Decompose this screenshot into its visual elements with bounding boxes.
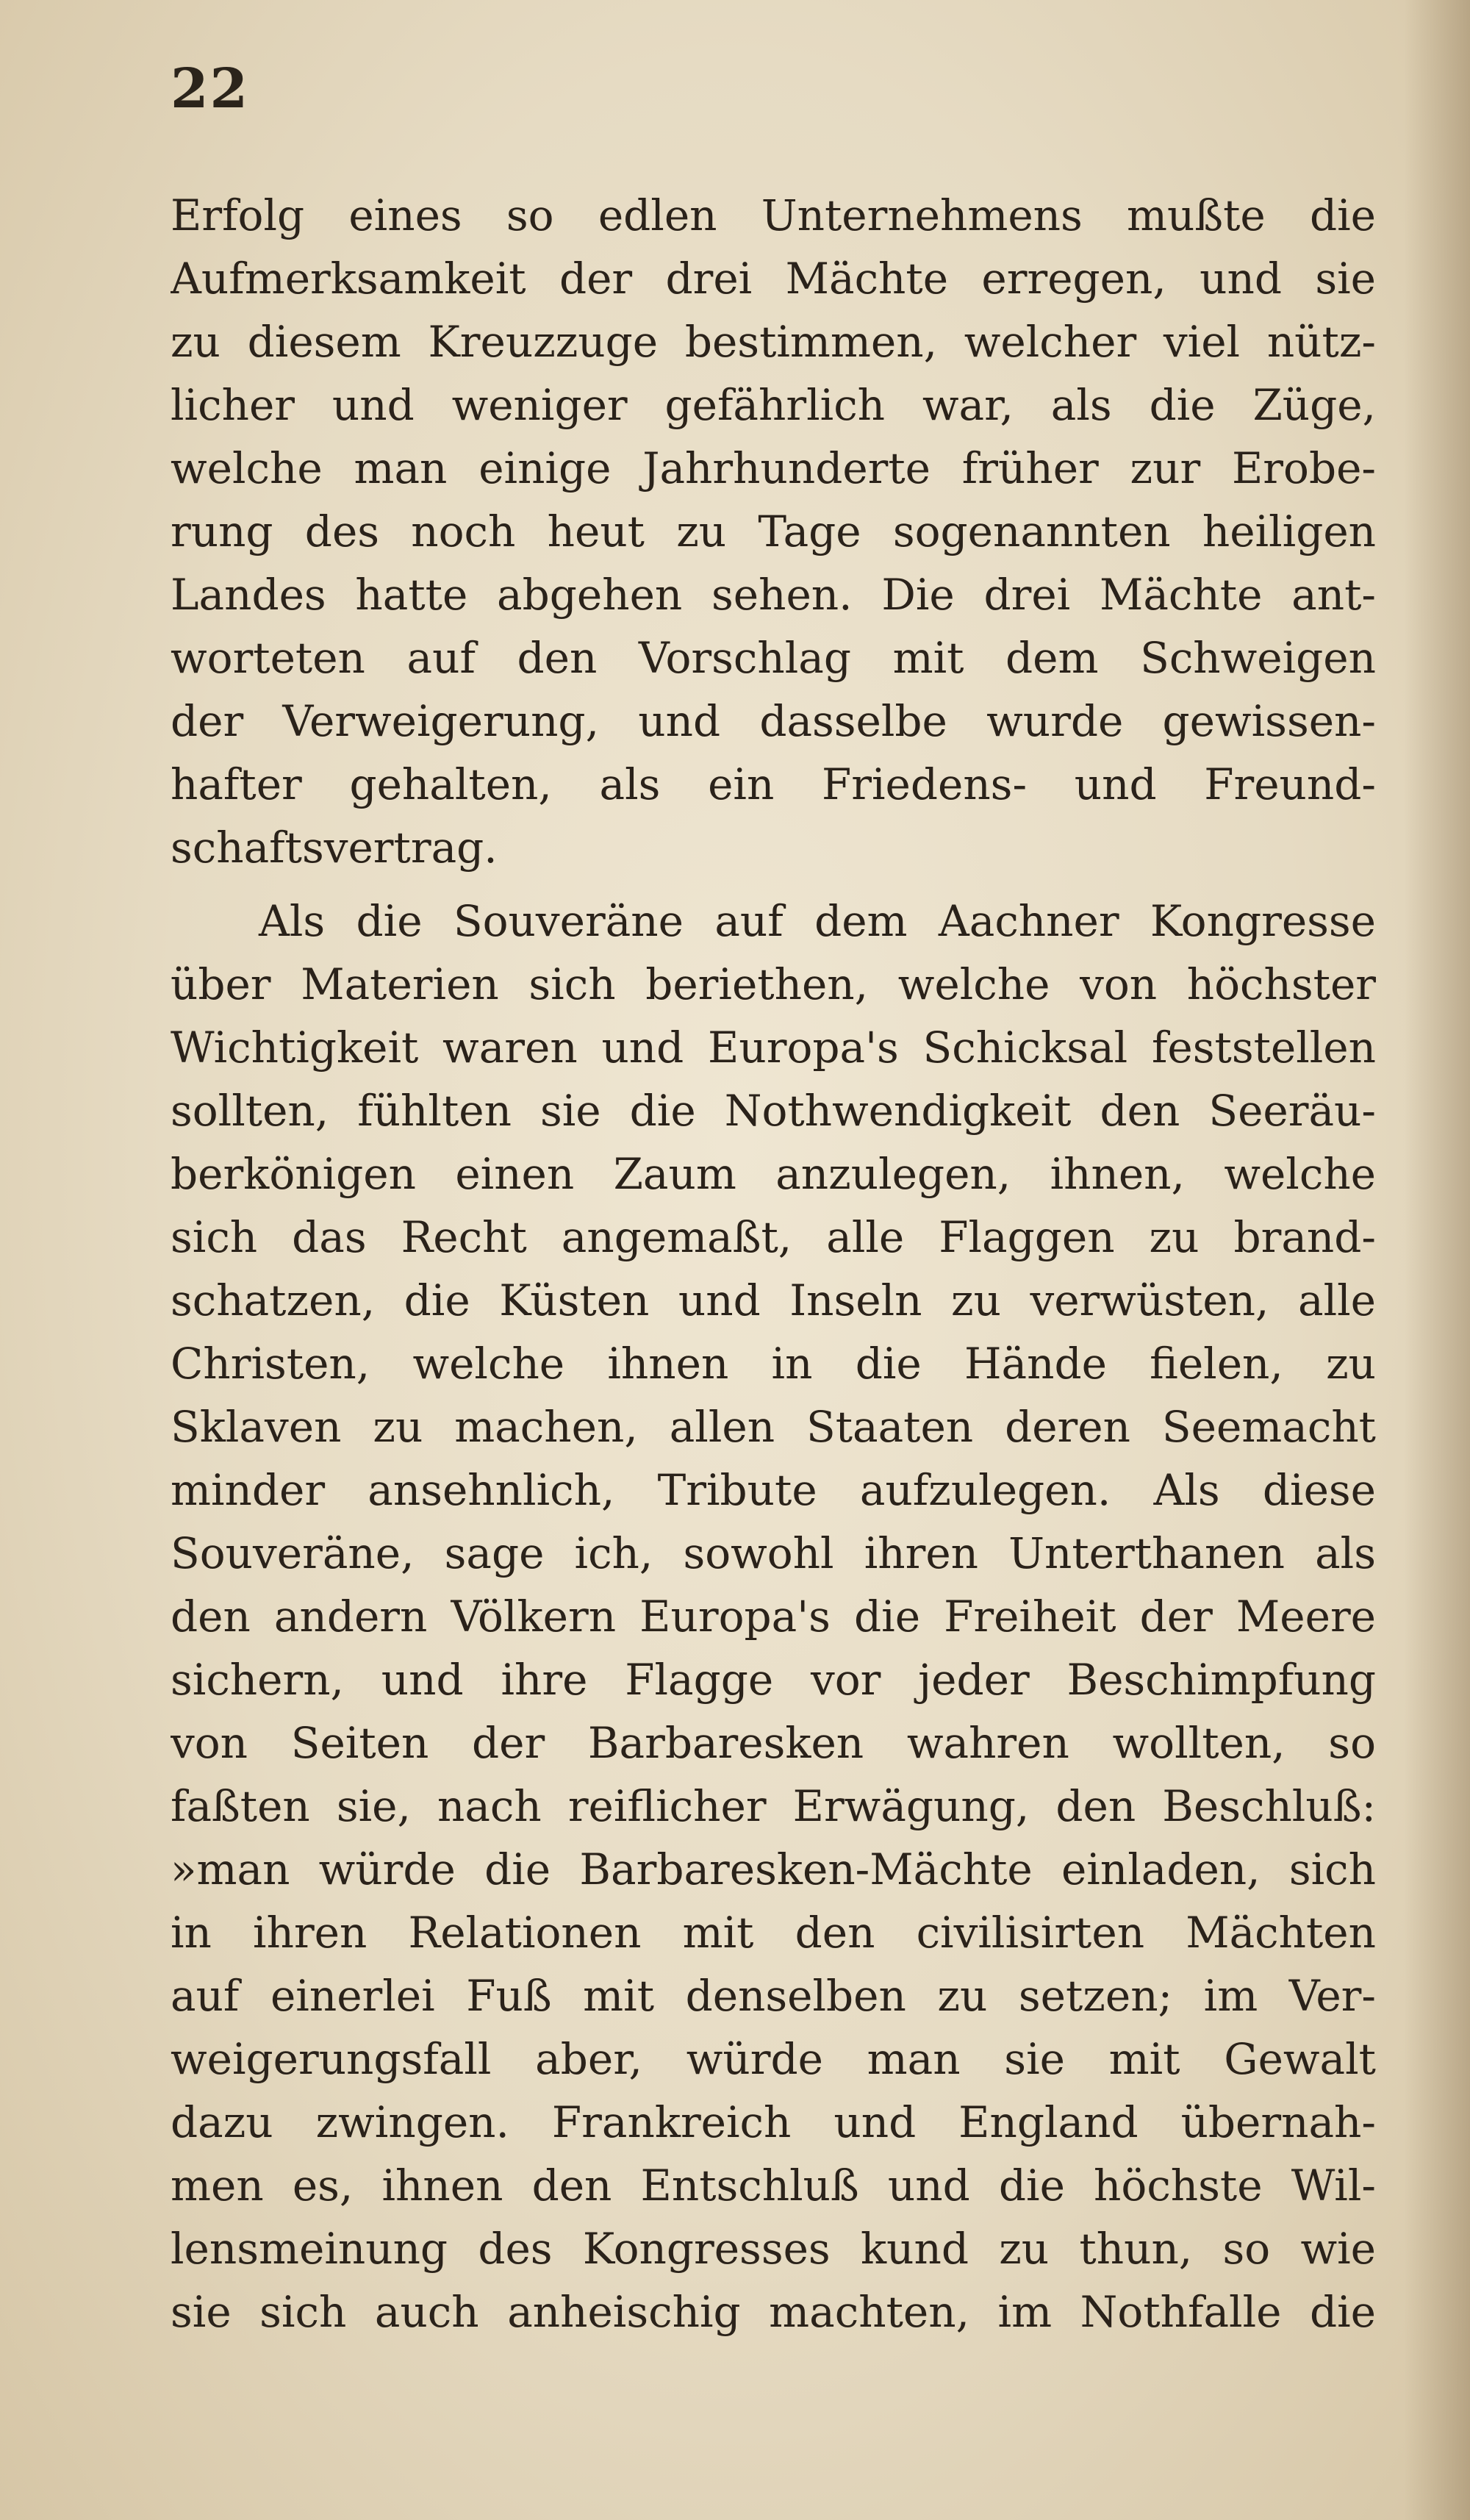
- text-line: auf einerlei Fuß mit denselben zu setzen; im Ver-: [171, 1971, 1376, 2021]
- text-line: weigerungsfall aber, würde man sie mit Gewalt: [171, 2034, 1376, 2084]
- page-number: 22: [171, 57, 249, 121]
- text-line: dazu zwingen. Frankreich und England übernah-: [171, 2097, 1376, 2147]
- page-edge-shadow: [1404, 0, 1470, 2520]
- text-line: Wichtigkeit waren und Europa's Schicksal feststellen: [171, 1023, 1376, 1073]
- text-line: berkönigen einen Zaum anzulegen, ihnen, welche: [171, 1149, 1376, 1199]
- text-line: faßten sie, nach reiflicher Erwägung, den Beschluß:: [171, 1781, 1376, 1831]
- text-line: den andern Völkern Europa's die Freiheit der Meere: [171, 1592, 1376, 1642]
- text-line: welche man einige Jahrhunderte früher zur Erobe-: [171, 443, 1376, 493]
- text-line: schaftsvertrag.: [171, 823, 498, 873]
- paragraph-2: [171, 889, 1376, 2344]
- text-line: rung des noch heut zu Tage sogenannten heiligen: [171, 506, 1376, 556]
- text-line: sichern, und ihre Flagge vor jeder Beschimpfung: [171, 1655, 1376, 1705]
- text-line: Erfolg eines so edlen Unternehmens mußte die: [171, 190, 1376, 240]
- text-line: Christen, welche ihnen in die Hände fielen, zu: [171, 1339, 1376, 1389]
- text-line: hafter gehalten, als ein Friedens- und Freund-: [171, 759, 1376, 809]
- text-line: der Verweigerung, und dasselbe wurde gewissen-: [171, 696, 1376, 746]
- text-line: in ihren Relationen mit den civilisirten Mächten: [171, 1908, 1376, 1958]
- text-line: Sklaven zu machen, allen Staaten deren Seemacht: [171, 1402, 1376, 1452]
- text-line: lensmeinung des Kongresses kund zu thun, so wie: [171, 2224, 1376, 2274]
- text-line: Landes hatte abgehen sehen. Die drei Mächte ant-: [171, 570, 1376, 620]
- body-text: [171, 184, 1376, 2344]
- paragraph-1: [171, 184, 1376, 879]
- text-line: licher und weniger gefährlich war, als die Züge,: [171, 380, 1376, 430]
- text-line: Aufmerksamkeit der drei Mächte erregen, und sie: [171, 254, 1376, 304]
- text-line: schatzen, die Küsten und Inseln zu verwüsten, alle: [171, 1275, 1376, 1325]
- text-line: minder ansehnlich, Tribute aufzulegen. Als diese: [171, 1465, 1376, 1515]
- text-line: sie sich auch anheischig machten, im Nothfalle die: [171, 2287, 1376, 2337]
- paragraph-gap: [171, 879, 1376, 889]
- text-line: sich das Recht angemaßt, alle Flaggen zu brand-: [171, 1212, 1376, 1262]
- text-line: sollten, fühlten sie die Nothwendigkeit den Seeräu-: [171, 1086, 1376, 1136]
- text-line: von Seiten der Barbaresken wahren wollten, so: [171, 1718, 1376, 1768]
- text-line: men es, ihnen den Entschluß und die höchste Wil-: [171, 2161, 1376, 2211]
- text-line: »man würde die Barbaresken-Mächte einladen, sich: [171, 1844, 1376, 1894]
- text-line: worteten auf den Vorschlag mit dem Schweigen: [171, 633, 1376, 683]
- text-line: Als die Souveräne auf dem Aachner Kongresse: [259, 896, 1376, 946]
- text-line: zu diesem Kreuzzuge bestimmen, welcher viel nütz-: [171, 317, 1376, 367]
- text-line: über Materien sich beriethen, welche von höchster: [171, 959, 1376, 1009]
- text-line: Souveräne, sage ich, sowohl ihren Unterthanen als: [171, 1528, 1376, 1578]
